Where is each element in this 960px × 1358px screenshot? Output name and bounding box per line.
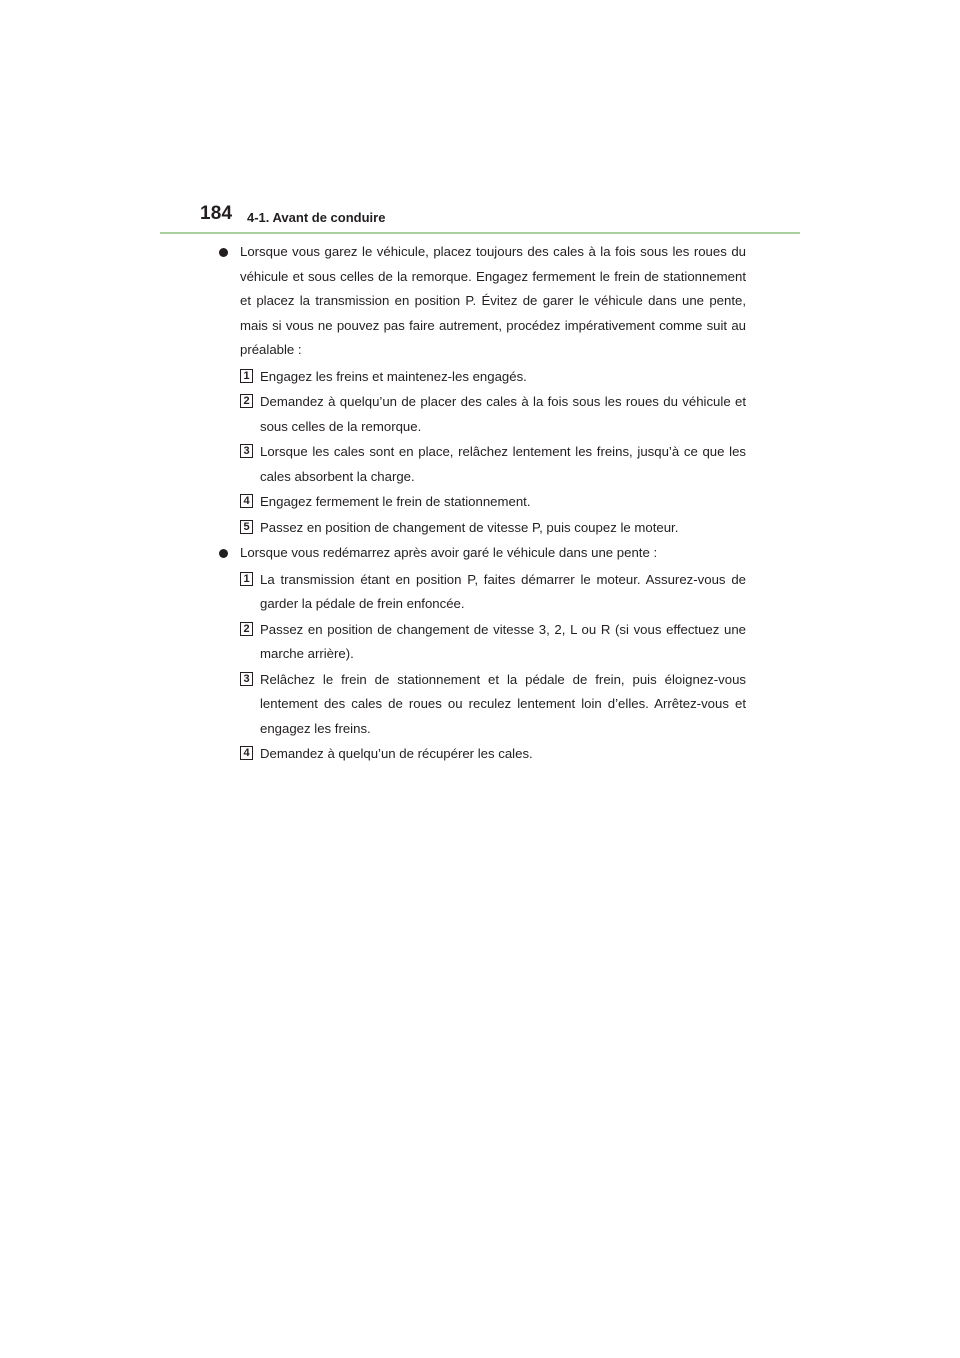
step-item xyxy=(240,440,746,489)
bullet-text: Lorsque vous redémarrez après avoir garé le véhicule dans une pente : xyxy=(240,545,658,560)
bullet-dot-icon xyxy=(219,248,228,257)
step-number-icon: 1 xyxy=(240,572,253,586)
bullet-text: Lorsque vous garez le véhicule, placez toujours des cales à la fois sous les roues du véhicule et sous celles de la remorque. Engagez fermement le frein de stationnement et placez la transmission en position P. Évitez de garer le véhicule dans une pente, mais si vous ne pouvez pas faire autrement, procédez impérativement comme suit au préalable : xyxy=(240,244,746,357)
step-text: Passez en position de changement de vitesse P, puis coupez le moteur. xyxy=(260,519,679,535)
step-item xyxy=(240,668,746,742)
step-number-icon: 2 xyxy=(240,394,253,408)
step-item xyxy=(240,618,746,667)
step-number-icon: 4 xyxy=(240,746,253,760)
step-item xyxy=(240,742,746,767)
bullet-restart xyxy=(240,541,746,566)
step-text: Passez en position de changement de vitesse 3, 2, L ou R (si vous effectuez une marche arrière). xyxy=(260,621,746,661)
step-text: Demandez à quelqu’un de placer des cales à la fois sous les roues du véhicule et sous celles de la remorque. xyxy=(260,394,746,434)
step-number-icon: 5 xyxy=(240,520,253,534)
page-content xyxy=(240,240,746,768)
bullet-dot-icon xyxy=(219,549,228,558)
page-number: 184 xyxy=(200,203,233,224)
step-text: Lorsque les cales sont en place, relâchez lentement les freins, jusqu’à ce que les cales absorbent la charge. xyxy=(260,444,746,484)
step-item xyxy=(240,490,746,515)
step-item xyxy=(240,568,746,617)
step-item xyxy=(240,516,746,541)
step-number-icon: 2 xyxy=(240,622,253,636)
step-text: Engagez les freins et maintenez-les engagés. xyxy=(260,368,527,384)
step-text: Relâchez le frein de stationnement et la pédale de frein, puis éloignez-vous lentement des cales de roues ou reculez lentement loin d’elles. Arrêtez-vous et engagez les freins. xyxy=(260,671,746,736)
step-number-icon: 3 xyxy=(240,444,253,458)
step-text: Engagez fermement le frein de stationnement. xyxy=(260,494,531,509)
section-title: 4-1. Avant de conduire xyxy=(247,210,386,225)
steps-list-parking xyxy=(240,365,746,541)
steps-list-restart xyxy=(240,568,746,767)
step-number-icon: 3 xyxy=(240,672,253,686)
step-number-icon: 4 xyxy=(240,494,253,508)
step-item xyxy=(240,365,746,390)
step-number-icon: 1 xyxy=(240,369,253,383)
header-divider xyxy=(160,232,800,234)
step-item xyxy=(240,390,746,439)
step-text: La transmission étant en position P, faites démarrer le moteur. Assurez-vous de garder la pédale de frein enfoncée. xyxy=(260,571,746,611)
bullet-parking xyxy=(240,240,746,363)
page-header xyxy=(200,200,800,240)
step-text: Demandez à quelqu’un de récupérer les cales. xyxy=(260,746,533,761)
